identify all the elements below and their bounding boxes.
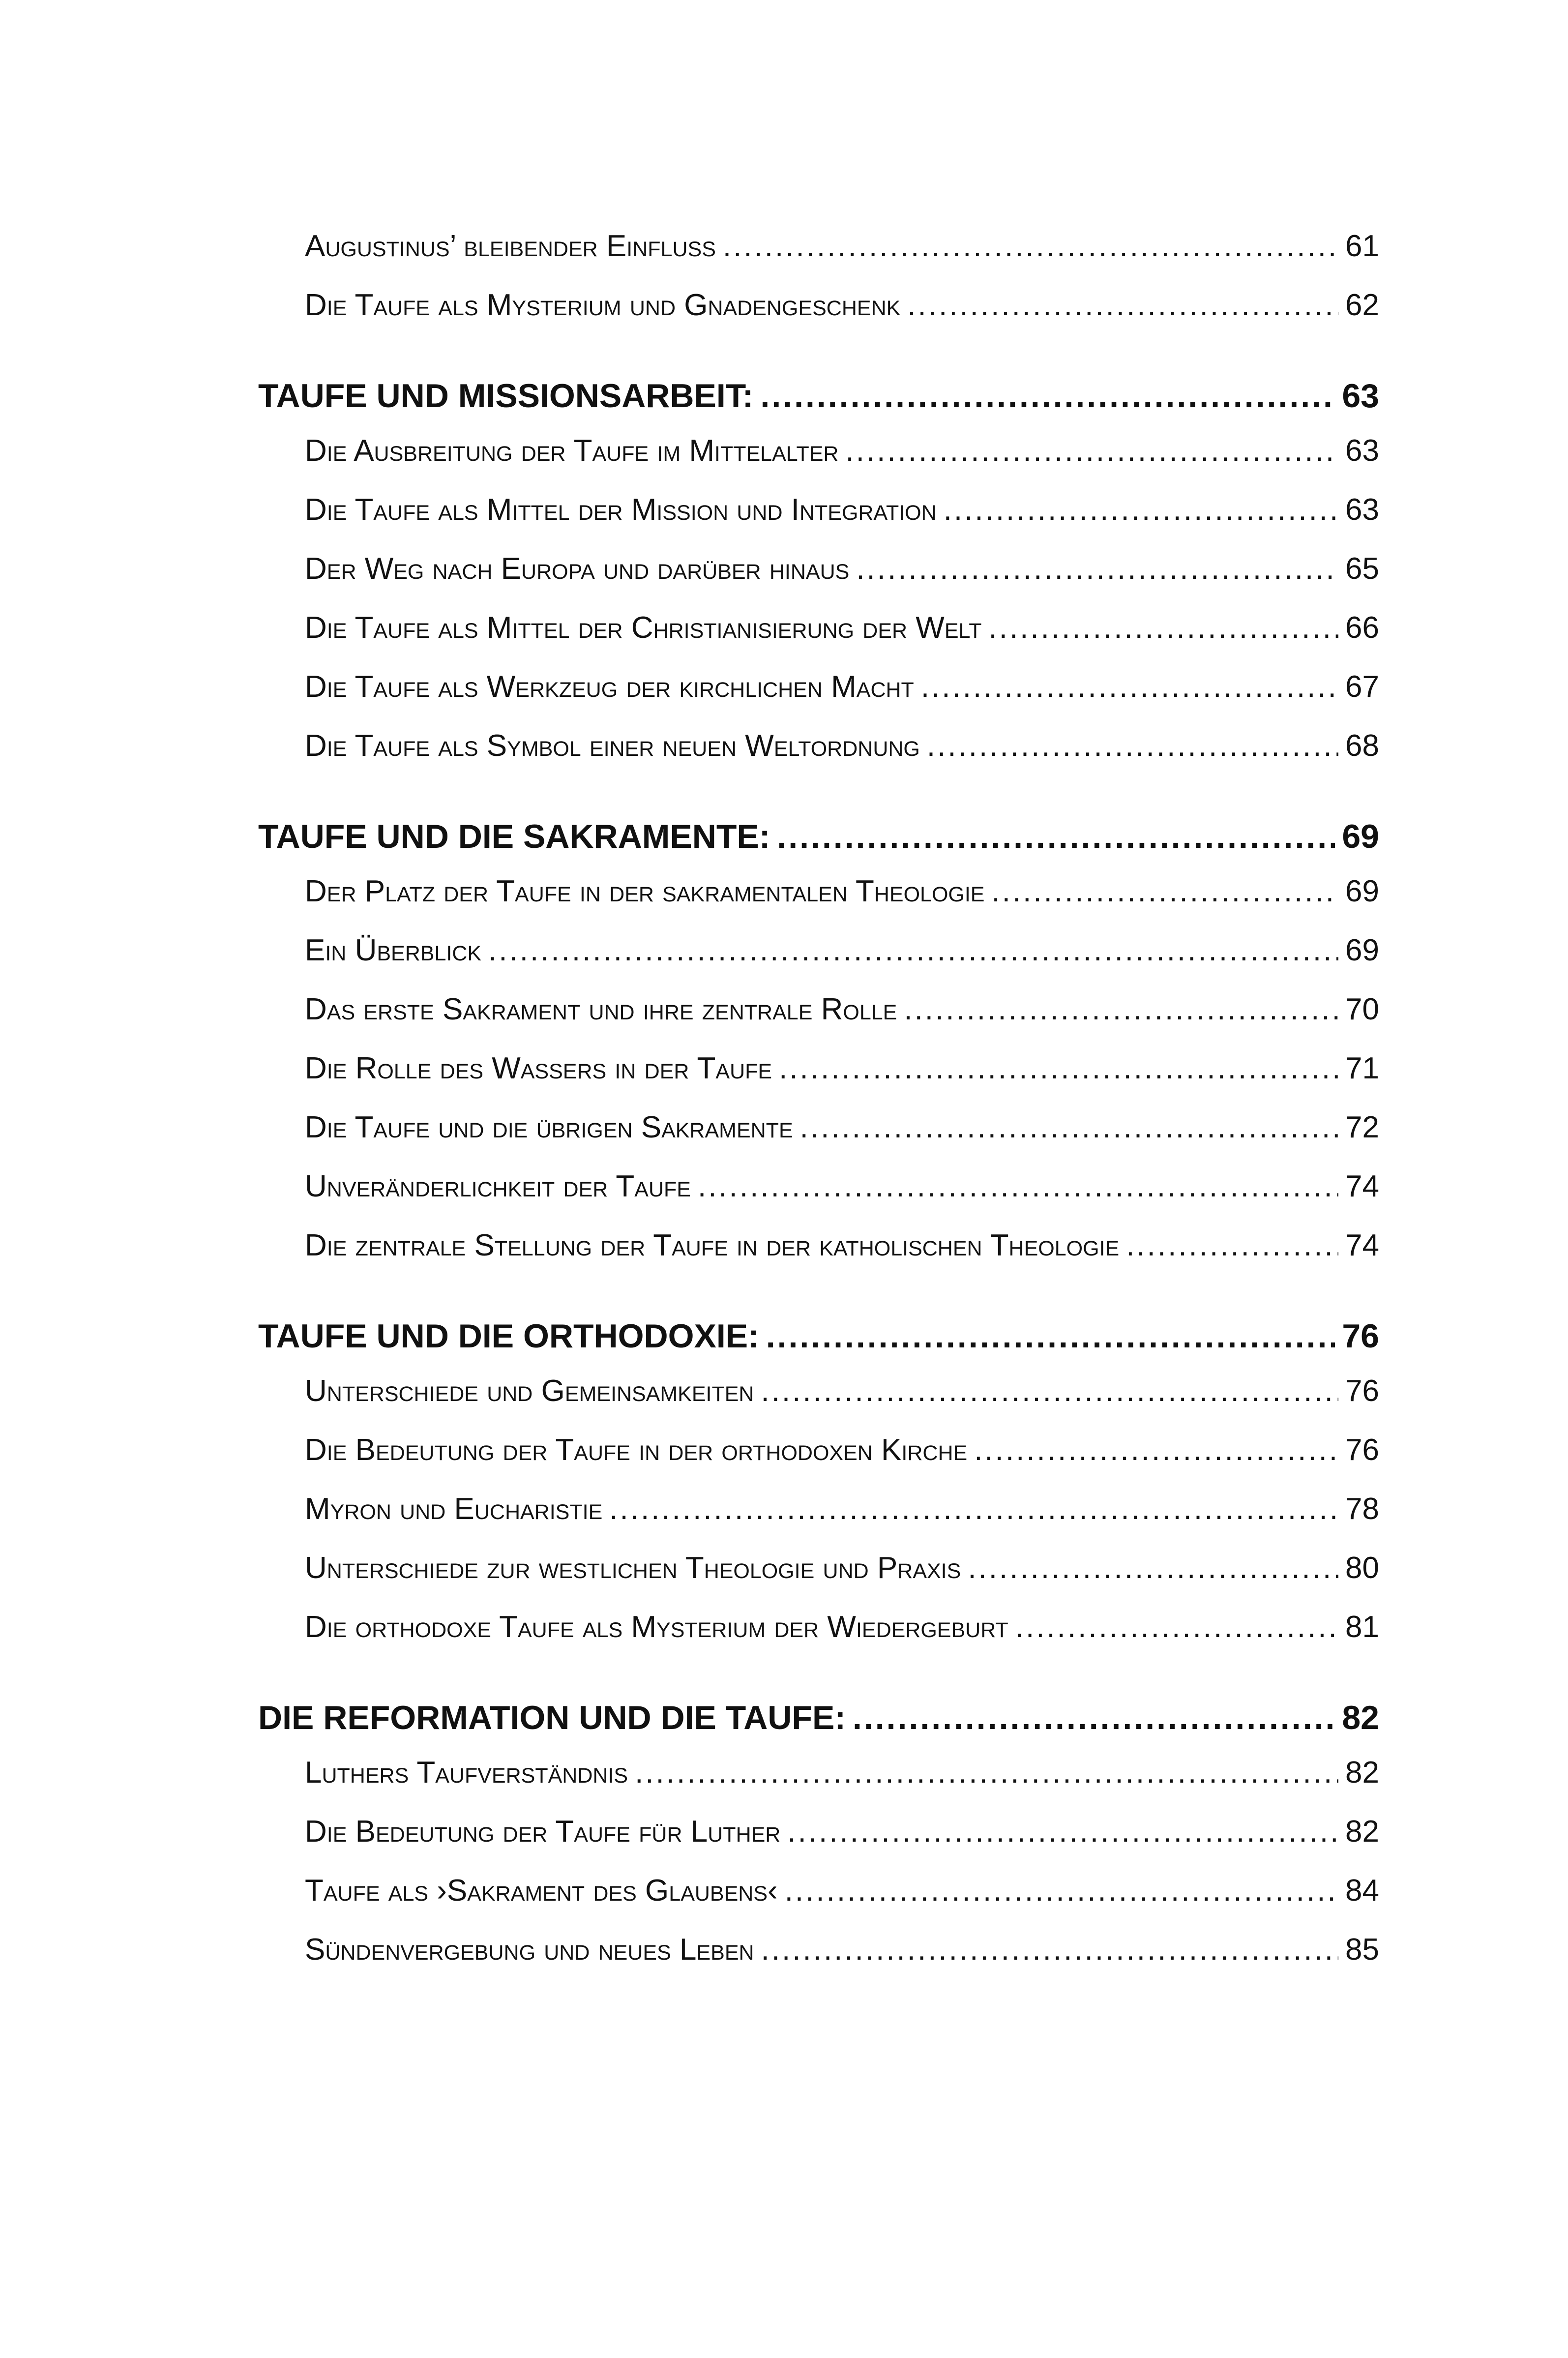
table-of-contents — [258, 231, 1379, 1994]
page-number: 76 — [1345, 1374, 1379, 1408]
entry-title: Die Taufe als Mittel der Mission und Integration — [305, 493, 937, 527]
page-number: 82 — [1345, 1756, 1379, 1790]
toc-section-entry[interactable] — [258, 377, 1379, 413]
dot-leader — [1126, 1230, 1338, 1261]
page-number: 68 — [1345, 729, 1379, 763]
toc-subentry[interactable] — [258, 290, 1379, 349]
toc-subentry[interactable] — [258, 1053, 1379, 1112]
toc-subentry[interactable] — [258, 1376, 1379, 1435]
entry-title: Taufe als ›Sakrament des Glaubens‹ — [305, 1874, 778, 1908]
dot-leader — [609, 1494, 1338, 1524]
toc-section-entry[interactable] — [258, 1317, 1379, 1353]
dot-leader — [777, 817, 1335, 856]
entry-title: Augustinus’ bleibender Einfluss — [305, 229, 716, 263]
entry-title: Die Taufe als Werkzeug der kirchlichen Macht — [305, 670, 914, 704]
dot-leader — [760, 377, 1335, 415]
entry-title: DIE REFORMATION UND DIE TAUFE: — [258, 1699, 846, 1736]
dot-leader — [944, 495, 1338, 525]
dot-leader — [761, 1376, 1338, 1406]
dot-leader — [921, 672, 1338, 702]
entry-title: TAUFE UND DIE ORTHODOXIE: — [258, 1317, 759, 1355]
toc-subentry[interactable] — [258, 731, 1379, 790]
dot-leader — [787, 1817, 1338, 1847]
page-number: 74 — [1345, 1169, 1379, 1203]
dot-leader — [635, 1758, 1338, 1788]
entry-title: Myron und Eucharistie — [305, 1492, 603, 1526]
dot-leader — [800, 1112, 1338, 1143]
dot-leader — [1015, 1612, 1338, 1642]
toc-subentry[interactable] — [258, 554, 1379, 613]
toc-subentry[interactable] — [258, 1230, 1379, 1289]
dot-leader — [853, 1699, 1335, 1737]
entry-title: TAUFE UND MISSIONSARBEIT: — [258, 377, 754, 415]
toc-subentry[interactable] — [258, 1435, 1379, 1494]
entry-title: Die Ausbreitung der Taufe im Mittelalter — [305, 434, 839, 468]
toc-section-entry[interactable] — [258, 817, 1379, 854]
dot-leader — [968, 1553, 1338, 1583]
toc-subentry[interactable] — [258, 1876, 1379, 1935]
toc-subentry[interactable] — [258, 436, 1379, 495]
page-number: 81 — [1345, 1610, 1379, 1644]
page-number: 69 — [1345, 874, 1379, 908]
dot-leader — [989, 613, 1339, 643]
page-number: 62 — [1345, 288, 1379, 322]
entry-title: Die Taufe als Mittel der Christianisierung der Welt — [305, 611, 982, 645]
page-number: 72 — [1345, 1110, 1379, 1144]
page-number: 82 — [1345, 1815, 1379, 1849]
page-number: 63 — [1342, 377, 1379, 415]
entry-title: Unveränderlichkeit der Taufe — [305, 1169, 691, 1203]
page-number: 84 — [1345, 1874, 1379, 1908]
dot-leader — [856, 554, 1338, 584]
page-number: 63 — [1345, 493, 1379, 527]
dot-leader — [927, 731, 1338, 761]
toc-subentry[interactable] — [258, 1553, 1379, 1612]
entry-title: Unterschiede und Gemeinsamkeiten — [305, 1374, 754, 1408]
page-number: 80 — [1345, 1551, 1379, 1585]
toc-subentry[interactable] — [258, 1758, 1379, 1817]
entry-title: Sündenvergebung und neues Leben — [305, 1933, 754, 1967]
dot-leader — [904, 994, 1338, 1025]
toc-subentry[interactable] — [258, 876, 1379, 935]
entry-title: Die Taufe als Mysterium und Gnadengeschenk — [305, 288, 901, 322]
toc-subentry[interactable] — [258, 935, 1379, 994]
dot-leader — [974, 1435, 1338, 1465]
toc-subentry[interactable] — [258, 1171, 1379, 1230]
entry-title: Luthers Taufverständnis — [305, 1756, 628, 1790]
entry-title: Der Weg nach Europa und darüber hinaus — [305, 552, 850, 586]
page-number: 63 — [1345, 434, 1379, 468]
dot-leader — [698, 1171, 1338, 1202]
toc-subentry[interactable] — [258, 994, 1379, 1053]
toc-subentry[interactable] — [258, 613, 1379, 672]
page-number: 82 — [1342, 1699, 1379, 1736]
dot-leader — [766, 1317, 1335, 1355]
entry-title: Das erste Sakrament und ihre zentrale Rolle — [305, 992, 897, 1026]
entry-title: Der Platz der Taufe in der sakramentalen Theologie — [305, 874, 985, 908]
page-number: 85 — [1345, 1933, 1379, 1967]
dot-leader — [907, 290, 1338, 321]
dot-leader — [846, 436, 1339, 466]
toc-subentry[interactable] — [258, 231, 1379, 290]
dot-leader — [723, 231, 1338, 262]
page-number: 71 — [1345, 1051, 1379, 1085]
entry-title: Die Bedeutung der Taufe für Luther — [305, 1815, 781, 1849]
entry-title: Die Bedeutung der Taufe in der orthodoxen Kirche — [305, 1433, 968, 1467]
entry-title: Die zentrale Stellung der Taufe in der katholischen Theologie — [305, 1228, 1120, 1262]
page-number: 69 — [1342, 818, 1379, 855]
page-number: 61 — [1345, 229, 1379, 263]
page-number: 69 — [1345, 933, 1379, 967]
entry-title: Die orthodoxe Taufe als Mysterium der Wiedergeburt — [305, 1610, 1008, 1644]
entry-title: Die Rolle des Wassers in der Taufe — [305, 1051, 772, 1085]
entry-title: Die Taufe als Symbol einer neuen Weltordnung — [305, 729, 920, 763]
toc-subentry[interactable] — [258, 1112, 1379, 1171]
toc-section-entry[interactable] — [258, 1699, 1379, 1735]
page-number: 78 — [1345, 1492, 1379, 1526]
entry-title: Die Taufe und die übrigen Sakramente — [305, 1110, 793, 1144]
dot-leader — [785, 1876, 1338, 1906]
dot-leader — [992, 876, 1339, 907]
dot-leader — [779, 1053, 1338, 1084]
page-number: 70 — [1345, 992, 1379, 1026]
entry-title: Unterschiede zur westlichen Theologie und Praxis — [305, 1551, 961, 1585]
page-number: 76 — [1342, 1317, 1379, 1355]
toc-subentry[interactable] — [258, 1935, 1379, 1994]
dot-leader — [488, 935, 1338, 966]
toc-subentry[interactable] — [258, 1612, 1379, 1671]
entry-title: TAUFE UND DIE SAKRAMENTE: — [258, 818, 770, 855]
toc-subentry[interactable] — [258, 672, 1379, 731]
toc-subentry[interactable] — [258, 1817, 1379, 1876]
toc-subentry[interactable] — [258, 1494, 1379, 1553]
page-number: 66 — [1345, 611, 1379, 645]
page-number: 74 — [1345, 1228, 1379, 1262]
page-number: 67 — [1345, 670, 1379, 704]
entry-title: Ein Überblick — [305, 933, 482, 967]
page-number: 76 — [1345, 1433, 1379, 1467]
page-number: 65 — [1345, 552, 1379, 586]
toc-subentry[interactable] — [258, 495, 1379, 554]
dot-leader — [761, 1935, 1338, 1965]
